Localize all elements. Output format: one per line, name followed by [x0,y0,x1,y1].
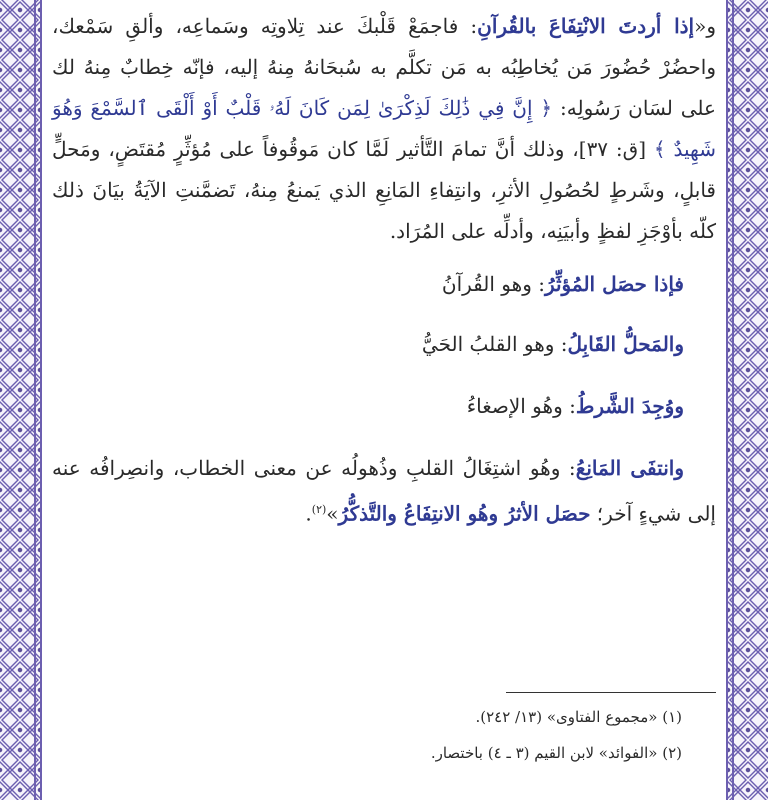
item-text: : وهُو الإصغاءُ [466,394,576,418]
item-text: : وهو القلبُ الحَيُّ [421,332,568,356]
text-segment: [ق: ٣٧]، وذلك أنَّ تمامَ التَّأثير لَمَّا كان مَوقُوفاً على مُؤثِّرٍ مُقتَضٍ، ومَحلٍّ قابلٍ، وشَرطٍ لحُصُولِ الأثرِ، وانتِفاءِ المَانِعِ الذي يَمنعُ مِنهُ، تَضمَّنتِ الآيَةُ بيَانَ ذلك كلّه بأوْجَزِ لفظٍ وأبيَنِه، وأدلِّه على المُرَاد. [52,137,716,243]
text-segment: و« [694,14,717,38]
footnotes [52,692,716,779]
decorative-border-right [726,0,768,800]
main-paragraph [52,0,716,252]
text-segment: : وهُو اشتِغَالُ القلبِ وذُهولُه عن معنى الخطاب، وانصِرافُه عنه إلى شيءٍ آخر؛ [52,456,716,526]
list-item [52,324,716,364]
text-segment: . [305,501,312,526]
final-paragraph [52,448,716,535]
page-body [52,0,716,535]
footnote: (١) «مجموع الفتاوى» (١٣/ ٢٤٢). [475,708,682,726]
closing-quote: » [326,501,339,526]
text-segment: : فاجمَعْ قَلْبكَ عند تِلاوتِه وسَماعِه، وألقِ سَمْعك، واحضُرْ حُضُورَ مَن يُخاطِبُه به مَن تكلَّم به سُبحَانهُ مِنهُ إليه، فإنّه خِطابٌ مِنهُ لك على لسَان رَسُولِه: [52,14,716,120]
item-key: والمَحلُّ القَابِلُ [567,332,684,356]
highlight-phrase: حصَل الأثرُ وهُو الانتِفَاعُ والتَّذكُّرُ [338,501,591,526]
item-key: ووُجِدَ الشَّرطُ [575,394,684,418]
item-key: فإذا حصَل المُؤثِّرُ [544,272,684,296]
quran-verse: ﴿ إِنَّ فِي ذَٰلِكَ لَذِكْرَىٰ لِمَن كَانَ لَهُۥ قَلْبٌ أَوْ أَلْقَى ٱلسَّمْعَ وَهُوَ شَهِيدٌ ﴾ [52,96,717,161]
list-item [52,386,716,426]
list-item [52,264,716,304]
footnote: (٢) «الفوائد» لابن القيم (٣ ـ ٤) باختصار. [430,744,682,762]
decorative-border-left [0,0,42,800]
footnote-ref: (٢) [311,503,327,516]
footnote-divider [506,692,716,693]
item-text: : وهو القُرآنُ [441,272,545,296]
highlight-phrase: إذا أردتَ الانْتِفَاعَ بالقُرآنِ [477,14,695,38]
item-key: وانتفَى المَانِعُ [575,456,684,480]
